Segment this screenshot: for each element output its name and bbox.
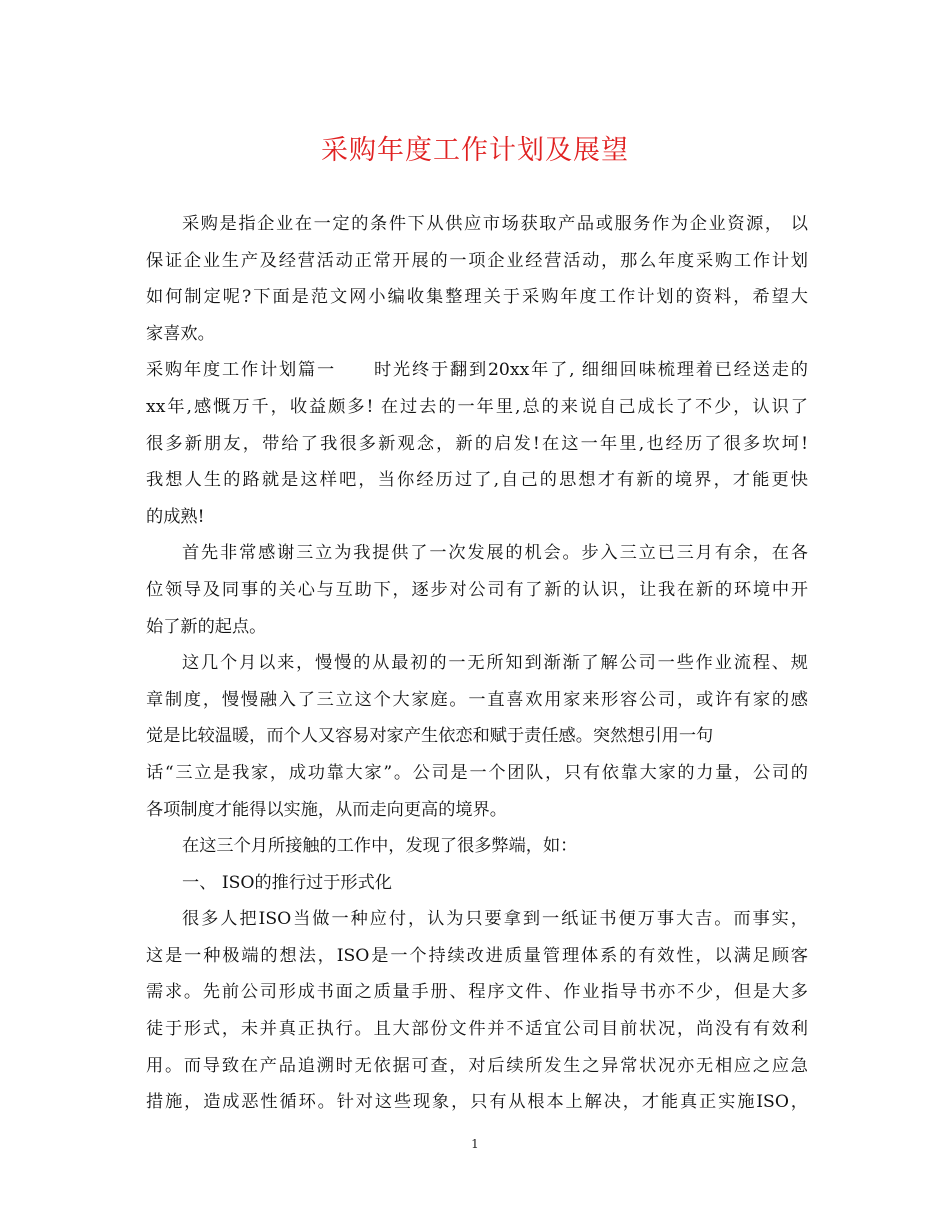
body-text-line: 在这三个月所接触的工作中，发现了很多弊端，如： (182, 836, 578, 857)
body-text-line: 徒于形式，未并真正执行。且大部份文件并不适宜公司目前状况，尚没有有效利 (146, 1019, 808, 1040)
body-text-line: 如何制定呢?下面是范文网小编收集整理关于采购年度工作计划的资料，希望大 (146, 287, 808, 308)
body-text-line: 保证企业生产及经营活动正常开展的一项企业经营活动，那么年度采购工作计划 (146, 250, 808, 271)
body-text-line: 很多人把ISO当做一种应付，认为只要拿到一纸证书便万事大吉。而事实， (182, 909, 808, 930)
body-text-line: 需求。先前公司形成书面之质量手册、程序文件、作业指导书亦不少，但是大多 (146, 982, 808, 1003)
body-text-line: 的成熟! (146, 506, 205, 527)
body-text-line: 始了新的起点。 (146, 616, 267, 637)
document-title: 采购年度工作计划及展望 (321, 135, 629, 166)
body-text-line: 很多新朋友，带给了我很多新观念，新的启发!在这一年里,也经历了很多坎坷! (146, 433, 808, 454)
body-text-line: 采购是指企业在一定的条件下从供应市场获取产品或服务作为企业资源， 以 (182, 214, 808, 234)
body-text-line: 用。而导致在产品追溯时无依据可查，对后续所发生之异常状况亦无相应之应急 (146, 1055, 808, 1076)
page-number: 1 (471, 1137, 479, 1151)
body-text-line: 话“三立是我家，成功靠大家”。公司是一个团队，只有依靠大家的力量，公司的 (146, 762, 808, 783)
body-text-line: 一、 ISO的推行过于形式化 (182, 872, 392, 893)
body-text-line: 首先非常感谢三立为我提供了一次发展的机会。步入三立已三月有余，在各 (182, 543, 808, 564)
body-text-line: 觉是比较温暖，而个人又容易对家产生依恋和赋于责任感。突然想引用一句 (146, 726, 714, 747)
body-text-line: 位领导及同事的关心与互助下，逐步对公司有了新的认识，让我在新的环境中开 (146, 579, 808, 600)
body-text-line: 各项制度才能得以实施，从而走向更高的境界。 (146, 799, 507, 820)
body-text-line: 章制度，慢慢融入了三立这个大家庭。一直喜欢用家来形容公司，或许有家的感 (146, 689, 808, 710)
document-body (146, 206, 808, 1121)
body-text-line: 我想人生的路就是这样吧，当你经历过了,自己的思想才有新的境界，才能更快 (146, 470, 808, 491)
body-text-line: xx年,感慨万千，收益颇多! 在过去的一年里,总的来说自己成长了不少，认识了 (146, 396, 808, 417)
body-text-line: 这几个月以来，慢慢的从最初的一无所知到渐渐了解公司一些作业流程、规 (182, 653, 808, 674)
body-text-line: 这是一种极端的想法，ISO是一个持续改进质量管理体系的有效性，以满足顾客 (146, 945, 808, 966)
body-text-line: 家喜欢。 (146, 323, 215, 344)
body-text-line: 采购年度工作计划篇一 时光终于翻到20xx年了, 细细回味梳理着已经送走的 (146, 360, 808, 381)
body-text-line: 措施，造成恶性循环。针对这些现象，只有从根本上解决，才能真正实施ISO， (146, 1092, 808, 1113)
